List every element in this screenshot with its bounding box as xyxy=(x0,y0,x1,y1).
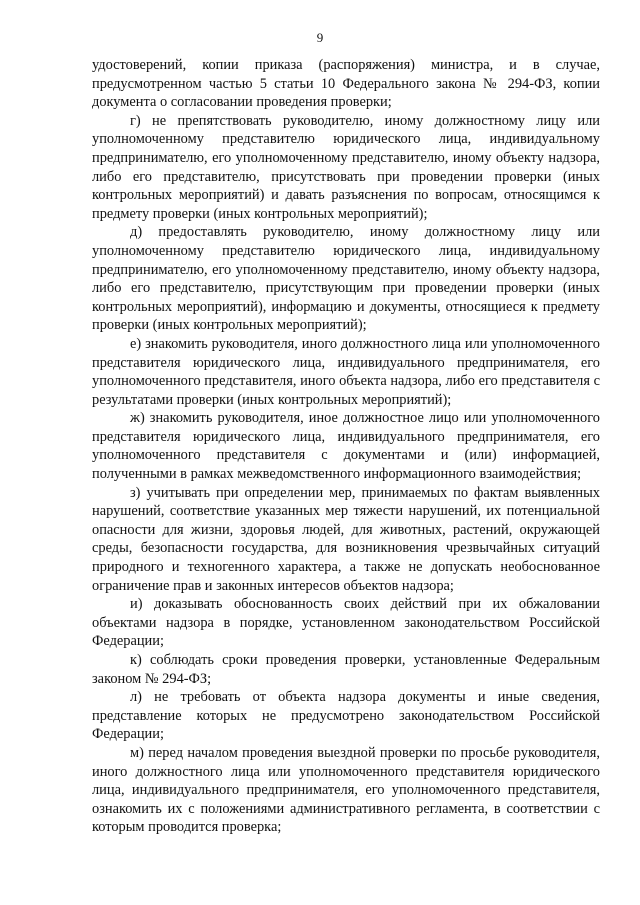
paragraph-item-zh: ж) знакомить руководителя, иное должностное лицо или уполномоченного представителя юридического лица, индивидуального предпринимателя, его уполномоченного представителя с документами и (или) информацией, полученными в рамках межведомственного информационного взаимодействия; xyxy=(92,410,600,483)
paragraph-item-k: к) соблюдать сроки проведения проверки, установленные Федеральным законом № 294-ФЗ; xyxy=(92,652,600,687)
paragraph-item-z: з) учитывать при определении мер, принимаемых по фактам выявленных нарушений, соответствие указанных мер тяжести нарушений, их потенциальной опасности для жизни, здоровья людей, для животных, растений, окружающей среды, безопасности государства, для возникновения чрезвычайных ситуаций природного и техногенного характера, а также не допускать необоснованное ограничение прав и законных интересов объектов надзора; xyxy=(92,484,600,594)
paragraph-item-d: д) предоставлять руководителю, иному должностному лицу или уполномоченному представителю юридического лица, индивидуальному предпринимателю, его уполномоченному представителю, иному объекту надзора, либо его представителю, присутствующим при проведении проверки (иных контрольных мероприятий), информацию и документы, относящиеся к предмету проверки (иных контрольных мероприятий); xyxy=(92,224,600,334)
page-number: 9 xyxy=(316,30,324,45)
paragraph-item-g: г) не препятствовать руководителю, иному должностному лицу или уполномоченному представителю юридического лица, индивидуальному предпринимателю, его уполномоченному представителю, иному объекту надзора, либо его представителю, присутствовать при проведении проверки (иных контрольных мероприятий) и давать разъяснения по вопросам, относящимся к предмету проверки (иных контрольных мероприятий); xyxy=(92,112,600,222)
paragraph-item-l: л) не требовать от объекта надзора документы и иные сведения, представление которых не предусмотрено законодательством Российской Федерации; xyxy=(92,689,600,743)
paragraph-continuation: удостоверений, копии приказа (распоряжения) министра, и в случае, предусмотренном частью 5 статьи 10 Федерального закона № 294-ФЗ, копии документа о согласовании проведения проверки; xyxy=(92,57,600,111)
document-body xyxy=(92,56,600,837)
paragraph-item-m: м) перед началом проведения выездной проверки по просьбе руководителя, иного должностного лица или уполномоченного представителя юридического лица, индивидуального предпринимателя, его уполномоченного представителя, ознакомить их с положениями административного регламента, в соответствии с которым проводится проверка; xyxy=(92,744,600,836)
paragraph-item-i: и) доказывать обоснованность своих действий при их обжаловании объектами надзора в порядке, установленном законодательством Российской Федерации; xyxy=(92,596,600,650)
paragraph-item-e: е) знакомить руководителя, иного должностного лица или уполномоченного представителя юридического лица, индивидуального предпринимателя, его уполномоченного представителя, иного объекта надзора, либо его представителя с результатами проверки (иных контрольных мероприятий); xyxy=(92,335,600,408)
